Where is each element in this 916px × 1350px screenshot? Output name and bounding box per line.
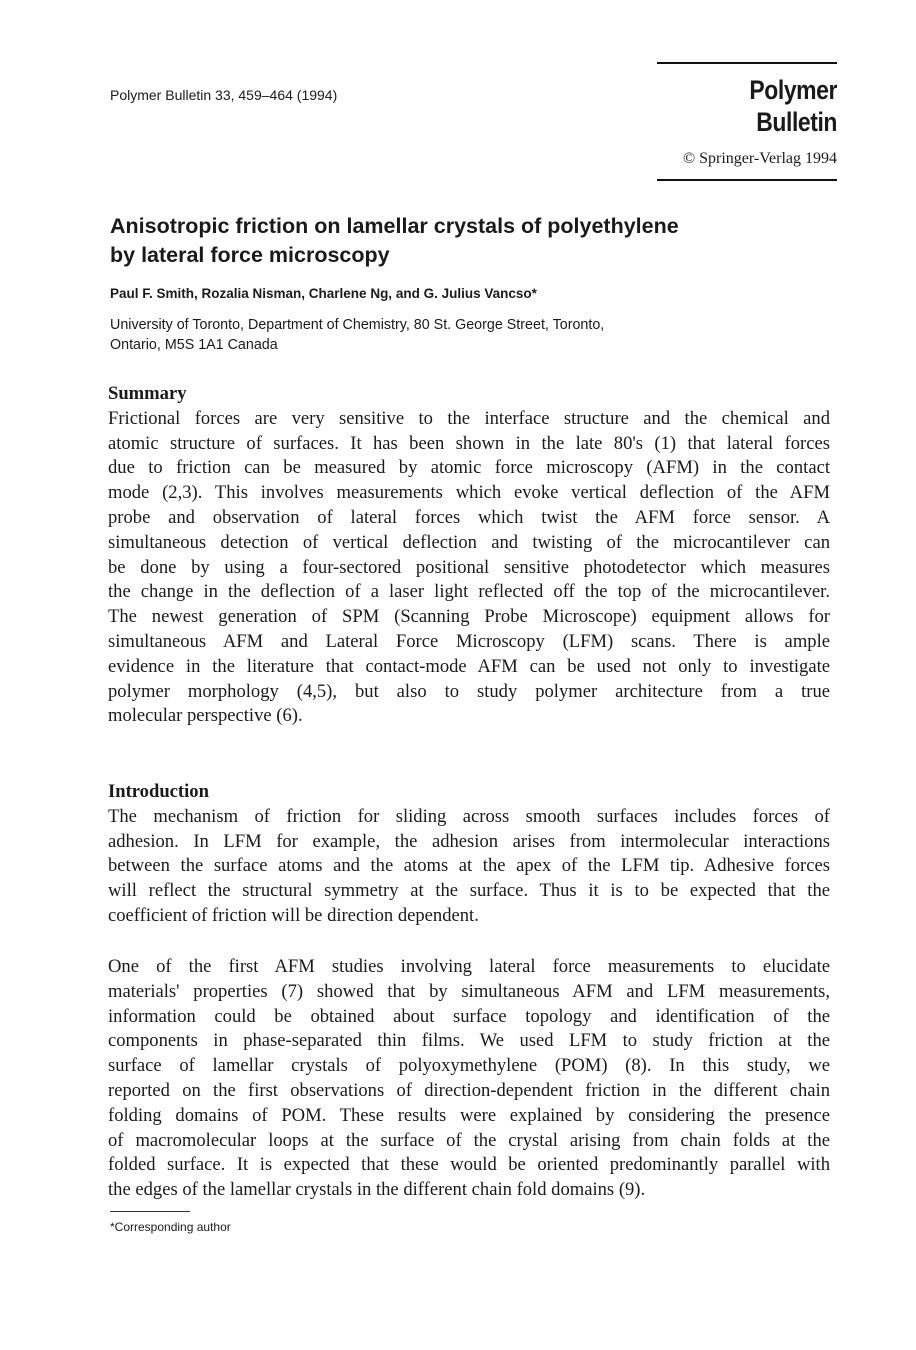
text-line: information could be obtained about surface topology and identification of the (108, 1005, 830, 1027)
publisher-copyright: © Springer-Verlag 1994 (682, 150, 837, 167)
text-line: Frictional forces are very sensitive to the interface structure and the chemical and (108, 407, 830, 429)
text-line: the change in the deflection of a laser light reflected off the top of the microcantilever. (108, 581, 830, 603)
summary-paragraph (108, 407, 830, 729)
introduction-paragraph (108, 805, 830, 929)
article-title-line: Anisotropic friction on lamellar crystals of polyethylene (110, 214, 679, 238)
text-line: surface of lamellar crystals of polyoxymethylene (POM) (8). In this study, we (108, 1055, 830, 1077)
text-line: mode (2,3). This involves measurements which evoke vertical deflection of the AFM (108, 482, 830, 504)
text-line: the edges of the lamellar crystals in the different chain fold domains (9). (108, 1179, 646, 1201)
text-line: molecular perspective (6). (108, 705, 303, 727)
masthead-top-rule (657, 62, 837, 64)
text-line: between the surface atoms and the atoms at the apex of the LFM tip. Adhesive forces (108, 855, 830, 877)
introduction-paragraph (108, 955, 830, 1203)
text-line: folding domains of POM. These results were explained by considering the presence (108, 1104, 830, 1126)
text-line: polymer morphology (4,5), but also to study polymer architecture from a true (108, 680, 830, 702)
text-line: The mechanism of friction for sliding across smooth surfaces includes forces of (108, 805, 830, 827)
text-line: components in phase-separated thin films. We used LFM to study friction at the (108, 1030, 830, 1052)
text-line: simultaneous AFM and Lateral Force Microscopy (LFM) scans. There is ample (108, 630, 830, 652)
text-line: of macromolecular loops at the surface of the crystal arising from chain folds at the (108, 1129, 830, 1151)
text-line: folded surface. It is expected that these would be oriented predominantly parallel with (108, 1154, 830, 1176)
footnote-separator (110, 1211, 190, 1212)
article-title (110, 212, 810, 270)
journal-name: Polymer Bulletin (749, 75, 837, 137)
footnote: *Corresponding author (110, 1220, 231, 1234)
summary-section (108, 382, 830, 729)
text-line: coefficient of friction will be direction dependent. (108, 904, 479, 926)
affiliation-line: University of Toronto, Department of Chemistry, 80 St. George Street, Toronto, (110, 317, 605, 333)
text-line: adhesion. In LFM for example, the adhesion arises from intermolecular interactions (108, 830, 830, 852)
text-line: be done by using a four-sectored positional sensitive photodetector which measures (108, 556, 830, 578)
journal-citation: Polymer Bulletin 33, 459–464 (1994) (110, 87, 338, 103)
text-line: evidence in the literature that contact-mode AFM can be used not only to investigate (108, 655, 830, 677)
text-line: due to friction can be measured by atomic force microscopy (AFM) in the contact (108, 457, 830, 479)
author-affiliation (110, 315, 810, 355)
affiliation-line: Ontario, M5S 1A1 Canada (110, 337, 278, 353)
journal-masthead (657, 62, 837, 181)
article-title-line: by lateral force microscopy (110, 243, 390, 267)
text-line: materials' properties (7) showed that by simultaneous AFM and LFM measurements, (108, 980, 830, 1002)
text-line: One of the first AFM studies involving lateral force measurements to elucidate (108, 956, 830, 977)
introduction-heading: Introduction (108, 781, 209, 802)
text-line: atomic structure of surfaces. It has been shown in the late 80's (1) that lateral forces (108, 432, 830, 454)
masthead-bottom-rule (657, 179, 837, 181)
author-list: Paul F. Smith, Rozalia Nisman, Charlene Ng, and G. Julius Vancso* (110, 286, 537, 301)
text-line: probe and observation of lateral forces which twist the AFM force sensor. A (108, 506, 830, 528)
text-line: reported on the first observations of direction-dependent friction in the different chain (108, 1079, 830, 1101)
text-line: will reflect the structural symmetry at the surface. Thus it is to be expected that the (108, 880, 830, 902)
introduction-paragraph-2 (108, 955, 830, 1203)
summary-heading: Summary (108, 383, 187, 404)
text-line: simultaneous detection of vertical deflection and twisting of the microcantilever can (108, 531, 830, 553)
introduction-section (108, 780, 830, 929)
text-line: The newest generation of SPM (Scanning Probe Microscope) equipment allows for (108, 606, 830, 628)
